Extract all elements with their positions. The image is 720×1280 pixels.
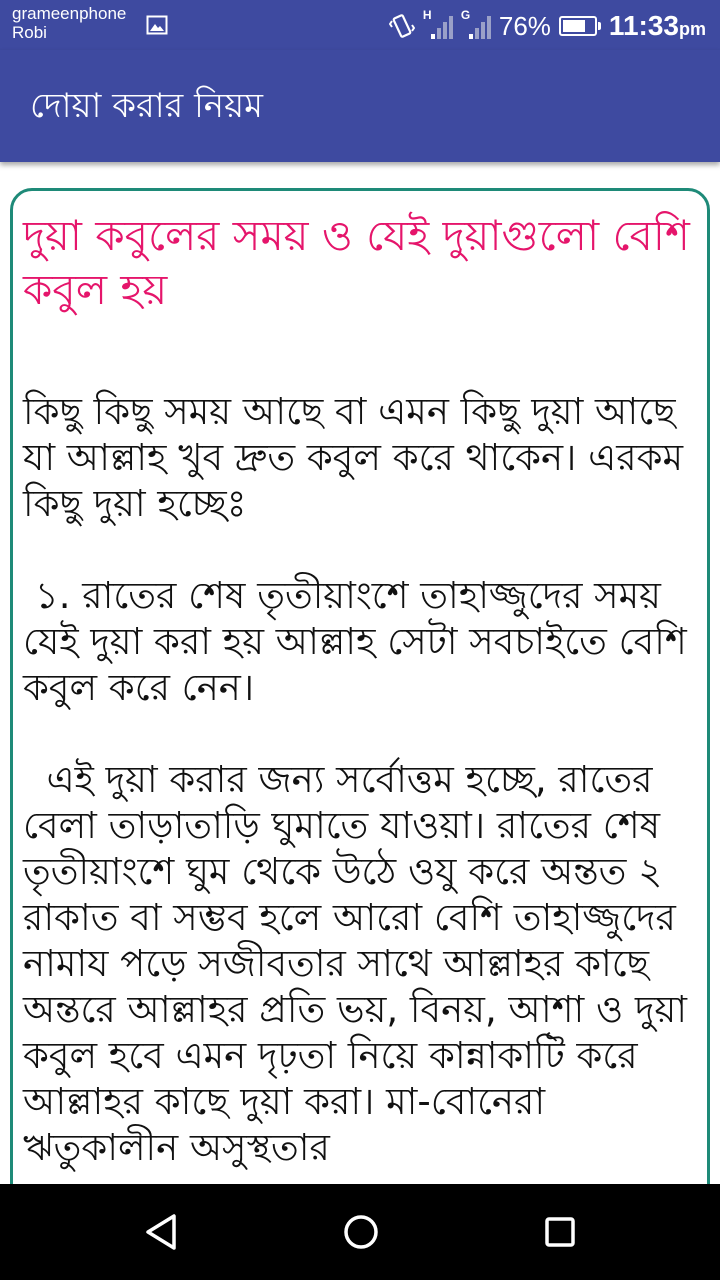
gallery-icon <box>146 14 168 36</box>
clock-time: 11:33 <box>608 10 679 41</box>
status-indicators <box>389 6 706 46</box>
article-title: দুয়া কবুলের সময় ও যেই দুয়াগুলো বেশি কবুল হয় <box>23 211 690 314</box>
navigation-bar <box>0 1184 720 1280</box>
battery-percent: 76% <box>498 10 551 41</box>
recent-apps-icon <box>540 1212 580 1252</box>
recent-apps-button[interactable] <box>500 1184 620 1280</box>
carrier-name-2: Robi <box>12 23 47 42</box>
article-paragraph-2: ১. রাতের শেষ তৃতীয়াংশে তাহাজ্জুদের সময় যেই দুয়া করা হয় আল্লাহ সেটা সবচাইতে বেশি কবুল করে নেন। <box>23 574 699 709</box>
app-title: দোয়া করার নিয়ম <box>30 86 263 126</box>
status-bar <box>0 0 720 50</box>
home-icon <box>341 1212 381 1252</box>
network-type-2: G <box>460 8 471 22</box>
signal-1 <box>422 8 453 40</box>
back-button[interactable] <box>102 1184 222 1280</box>
carrier-info <box>12 4 126 42</box>
battery-icon <box>559 16 597 36</box>
home-button[interactable] <box>301 1184 421 1280</box>
clock-suffix: pm <box>679 19 706 39</box>
article-paragraph-3: এই দুয়া করার জন্য সর্বোত্তম হচ্ছে, রাতের বেলা তাড়াতাড়ি ঘুমাতে যাওয়া। রাতের শেষ তৃতীয়াংশে ঘুম থেকে উঠে ওযু করে অন্তত ২ রাকাত বা সম্ভব হলে আরো বেশি তাহাজ্জুদের নামায পড়ে সজীবতার সাথে আল্লাহর কাছে অন্তরে আল্লাহর প্রতি ভয়, বিনয়, আশা ও দুয়া কবুল হবে এমন দৃঢ়তা নিয়ে কান্নাকাটি করে আল্লাহর কাছে দুয়া করা। মা-বোনেরা ঋতুকালীন অসুস্থতার <box>23 758 699 1169</box>
back-icon <box>142 1212 182 1252</box>
app-bar <box>0 50 720 162</box>
article-card[interactable] <box>10 188 710 1228</box>
signal-2 <box>460 8 491 40</box>
article-paragraph-1: কিছু কিছু সময় আছে বা এমন কিছু দুয়া আছে যা আল্লাহ খুব দ্রুত কবুল করে থাকেন। এরকম কিছু দুয়া হচ্ছেঃ <box>23 390 695 525</box>
clock <box>609 10 706 42</box>
carrier-name-1: grameenphone <box>12 4 127 23</box>
vibrate-icon <box>389 12 415 40</box>
network-type-1: H <box>422 8 432 22</box>
battery-fill <box>563 20 585 32</box>
